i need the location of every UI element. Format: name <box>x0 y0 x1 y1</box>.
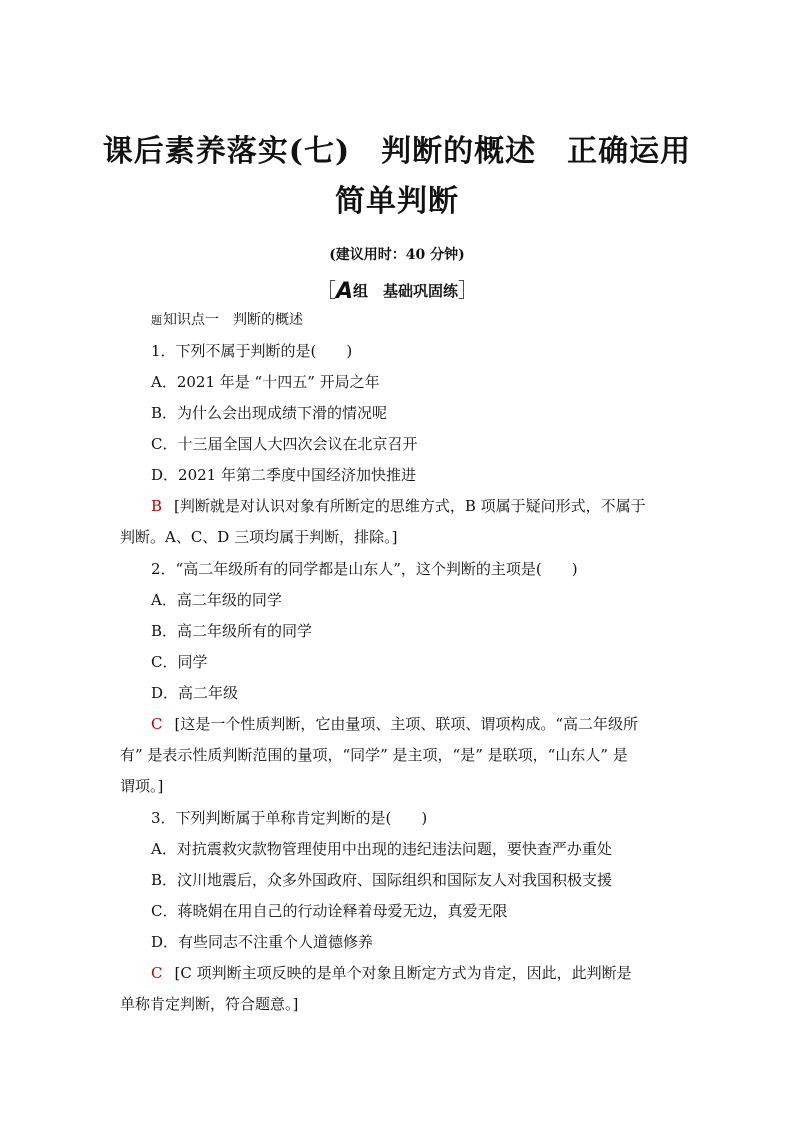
question-3-stem: 3．下列判断属于单称肯定判断的是( ) <box>151 809 428 827</box>
question-2-stem: 2．“高二年级所有的同学都是山东人”，这个判断的主项是( ) <box>151 560 578 578</box>
question-1-option-c: C．十三届全国人大四次会议在北京召开 <box>151 435 418 453</box>
question-2-explanation-line1 <box>151 714 638 734</box>
question-2-answer: C <box>151 715 163 733</box>
question-3-answer: C <box>151 964 163 982</box>
page-title-line2: 简单判断 <box>335 184 459 219</box>
suggested-time: (建议用时：40 分钟) <box>329 247 465 263</box>
question-3-option-a: A．对抗震救灾款物管理使用中出现的违纪违法问题，要快查严办重处 <box>151 840 612 858</box>
question-3-option-c: C．蒋晓娟在用自己的行动诠释着母爱无边，真爱无限 <box>151 902 508 920</box>
question-1-option-b: B．为什么会出现成绩下滑的情况呢 <box>151 404 388 422</box>
question-1-explanation-line1 <box>151 496 646 516</box>
question-3-explanation-line1 <box>151 963 632 983</box>
group-bracket-close: ］ <box>458 278 479 302</box>
question-3-explanation-text: [C 项判断主项反映的是单个对象且断定方式为肯定，因此，此判断是 <box>174 964 632 982</box>
question-1-option-a: A．2021 年是 “十四五” 开局之年 <box>151 373 380 391</box>
question-1-answer: B <box>151 497 163 515</box>
group-bracket-open: ［ <box>315 278 336 302</box>
question-2-explanation-line3: 谓项。] <box>120 777 164 795</box>
page-title-line1: 课后素养落实(七) 判断的概述 正确运用 <box>102 134 692 169</box>
question-3-option-d: D．有些同志不注重个人道德修养 <box>151 933 374 951</box>
question-2-option-c: C．同学 <box>151 653 208 671</box>
group-label: 组 基础巩固练 <box>353 282 459 300</box>
section-title: 知识点一 判断的概述 <box>163 312 303 328</box>
question-1-stem: 1．下列不属于判断的是( ) <box>151 342 353 360</box>
question-1-explanation-line2: 判断。A、C、D 三项均属于判断，排除。] <box>120 528 398 546</box>
question-3-explanation-line2: 单称肯定判断，符合题意。] <box>120 995 299 1013</box>
question-2-explanation-line2: 有” 是表示性质判断范围的量项，“同学” 是主项，“是” 是联项，“山东人” 是 <box>120 746 628 764</box>
section-mark: 题 <box>151 314 162 327</box>
group-letter: A <box>335 279 353 304</box>
question-2-explanation-text: [这是一个性质判断，它由量项、主项、联项、谓项构成。“高二年级所 <box>174 715 639 733</box>
question-2-option-b: B．高二年级所有的同学 <box>151 622 313 640</box>
question-3-option-b: B．汶川地震后，众多外国政府、国际组织和国际友人对我国积极支援 <box>151 871 613 889</box>
question-1-option-d: D．2021 年第二季度中国经济加快推进 <box>151 466 416 484</box>
group-heading <box>0 274 794 304</box>
question-1-explanation-text: [判断就是对认识对象有所断定的思维方式，B 项属于疑问形式，不属于 <box>174 497 646 515</box>
question-2-option-d: D．高二年级 <box>151 684 239 702</box>
section-heading <box>151 310 303 331</box>
question-2-option-a: A．高二年级的同学 <box>151 591 282 609</box>
